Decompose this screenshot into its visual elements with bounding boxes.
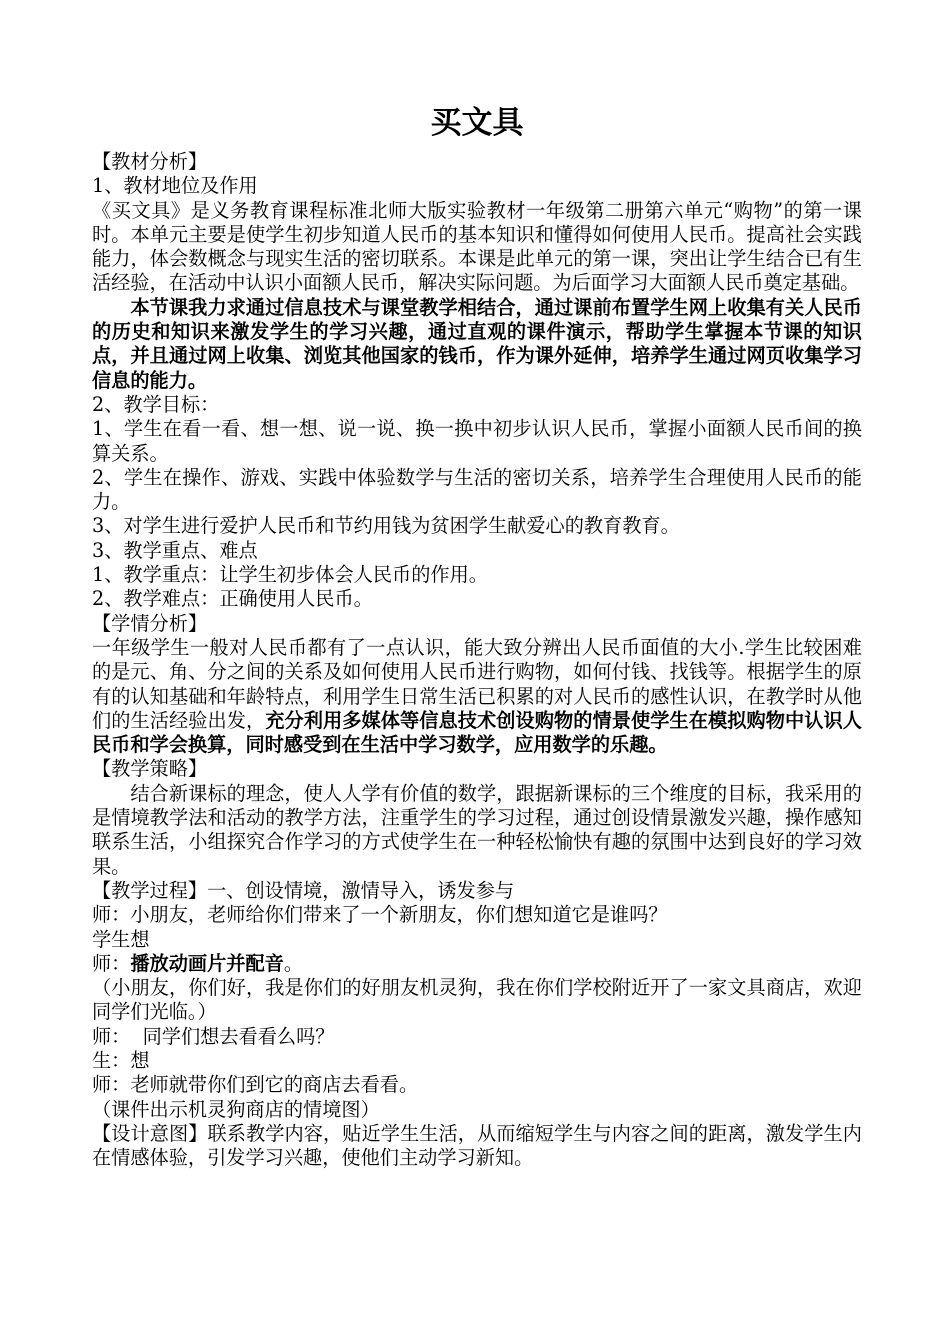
subheading-key-points: 3、教学重点、难点 xyxy=(92,538,258,562)
dialogue-line-5: 师： 同学们想去看看么吗？ xyxy=(92,1024,335,1048)
subheading-goals: 2、教学目标： xyxy=(92,392,220,416)
dialogue-line-4: （小朋友，你们好，我是你们的好朋友机灵狗，我在你们学校附近开了一家文具商店，欢迎同学们光临。） xyxy=(92,976,862,1024)
dialogue-speaker: 师： xyxy=(92,951,131,975)
paragraph-student-analysis xyxy=(92,636,862,757)
dialogue-line-3 xyxy=(92,952,862,976)
student-analysis-text: 一年级学生一般对人民币都有了一点认识，能大致分辨出人民币面值的大小.学生比较困难的是元、角、分之间的关系及如何使用人民币进行购物，如何付钱、找钱等。根据学生的原有的认知基础和年龄特点，利用学生日常生活已积累的对人民币的感性认识，在教学时从他们的生活经验出发， xyxy=(92,635,862,732)
section-heading-student-analysis: 【学情分析】 xyxy=(92,611,208,635)
document-title: 买文具 xyxy=(430,105,524,141)
paragraph-textbook-intro: 《买文具》是义务教育课程标准北师大版实验教材一年级第二册第六单元“购物”的第一课时。本单元主要是使学生初步知道人民币的基本知识和懂得如何使用人民币。提高社会实践能力，体会数概念与现实生活的密切联系。本课是此单元的第一课，突出让学生结合已有生活经验，在活动中认识小面额人民币，解决实际问题。为后面学习大面额人民币奠定基础。 xyxy=(92,198,862,295)
dialogue-line-7: 师：老师就带你们到它的商店去看看。 xyxy=(92,1073,419,1097)
key-point-2: 2、教学难点：正确使用人民币。 xyxy=(92,587,373,611)
section-heading-textbook-analysis: 【教材分析】 xyxy=(92,150,208,173)
dialogue-bold-action: 播放动画片并配音 xyxy=(130,951,284,975)
goal-item-2: 2、学生在操作、游戏、实践中体验数学与生活的密切关系，培养学生合理使用人民币的能力。 xyxy=(92,465,862,514)
section-heading-strategy: 【教学策略】 xyxy=(92,757,208,781)
goal-item-3: 3、对学生进行爱护人民币和节约用钱为贫困学生献爱心的教育教育。 xyxy=(92,514,680,538)
dialogue-period: 。 xyxy=(283,951,304,975)
section-heading-process: 【教学过程】一、创设情境，激情导入，诱发参与 xyxy=(92,878,515,902)
dialogue-line-2: 学生想 xyxy=(92,927,150,951)
student-analysis-bold-text: 充分利用多媒体等信息技术创设购物的情景使学生在模拟购物中认识人民币和学会换算，同时感受到在生活中学习数学，应用数学的乐趣。 xyxy=(92,708,862,757)
subheading-position: 1、教材地位及作用 xyxy=(92,174,258,198)
dialogue-line-6: 生：想 xyxy=(92,1048,150,1072)
goal-item-1: 1、学生在看一看、想一想、说一说、换一换中初步认识人民币，掌握小面额人民币间的换算关系。 xyxy=(92,417,862,465)
dialogue-line-8: （课件出示机灵狗商店的情境图） xyxy=(92,1097,380,1121)
paragraph-it-integration: 本节课我力求通过信息技术与课堂教学相结合，通过课前布置学生网上收集有关人民币的历史和知识来激发学生的学习兴趣，通过直观的课件演示，帮助学生掌握本节课的知识点，并且通过网上收集、浏览其他国家的钱币，作为课外延伸，培养学生通过网页收集学习信息的能力。 xyxy=(92,295,862,392)
dialogue-line-1: 师：小朋友，老师给你们带来了一个新朋友，你们想知道它是谁吗？ xyxy=(92,903,668,927)
paragraph-strategy: 结合新课标的理念，使人人学有价值的数学，跟据新课标的三个维度的目标，我采用的是情境教学法和活动的教学方法，注重学生的学习过程，通过创设情景激发兴趣，操作感知联系生活，小组探究合作学习的方式使学生在一种轻松愉快有趣的氛围中达到良好的学习效果。 xyxy=(92,781,862,878)
design-intent: 【设计意图】联系教学内容，贴近学生生活，从而缩短学生与内容之间的距离，激发学生内在情感体验，引发学习兴趣，使他们主动学习新知。 xyxy=(92,1121,862,1170)
key-point-1: 1、教学重点：让学生初步体会人民币的作用。 xyxy=(92,563,488,587)
